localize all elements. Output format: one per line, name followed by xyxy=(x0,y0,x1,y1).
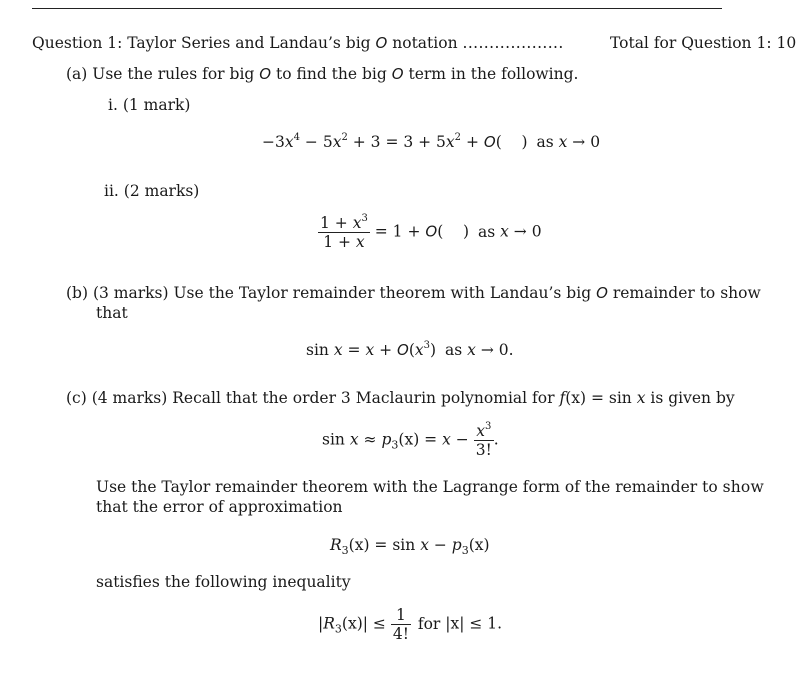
eq-term: + xyxy=(374,341,398,359)
eq-limit: → 0. xyxy=(480,341,514,359)
eq-period: . xyxy=(493,430,499,449)
eq-var: x xyxy=(352,214,362,232)
eq-var: x xyxy=(636,389,646,407)
answer-blank-parens: ( ) xyxy=(437,222,470,241)
eq-var: x xyxy=(500,222,509,241)
eq-term: = xyxy=(347,341,366,359)
eq-func: sin xyxy=(322,430,345,449)
big-o-symbol: O xyxy=(425,222,438,241)
part-b-text-end: remainder to show xyxy=(612,284,761,302)
part-c-paragraph-line2: that the error of approximation xyxy=(96,498,343,516)
fraction-numerator xyxy=(474,422,494,440)
part-c-text: (4 marks) Recall that the order 3 Maclaurin polynomial for xyxy=(91,389,555,407)
eq-as: as xyxy=(445,341,463,359)
eq-var: x xyxy=(445,133,455,151)
fraction-numerator xyxy=(318,214,370,232)
eq-exp: 3 xyxy=(484,421,492,432)
eq-func: sin xyxy=(306,341,329,359)
top-rule xyxy=(32,8,722,9)
eq-term: 1 + xyxy=(320,214,353,232)
eq-func: R xyxy=(330,536,342,554)
eq-func: p xyxy=(451,536,462,554)
big-o-symbol: O xyxy=(596,284,608,302)
eq-var: x xyxy=(349,430,359,449)
eq-func: f xyxy=(559,389,566,407)
equation-c-3 xyxy=(318,606,502,643)
eq-term: + xyxy=(461,133,484,151)
part-c-text-mid: (x) = sin xyxy=(565,389,632,407)
sub-i-label: i. xyxy=(108,96,118,114)
equation-a-ii xyxy=(318,214,542,251)
part-c-para-text: Use the Taylor remainder theorem with the Lagrange form of the remainder to xyxy=(96,478,718,496)
eq-exp: 2 xyxy=(454,132,462,143)
eq-var: x xyxy=(467,341,476,359)
big-o-symbol: O xyxy=(375,34,388,52)
eq-term: − xyxy=(450,430,469,449)
eq-approx: ≈ xyxy=(363,430,377,449)
eq-func: R xyxy=(323,614,335,633)
fraction xyxy=(318,214,370,251)
eq-limit: → 0 xyxy=(572,133,601,151)
fraction xyxy=(391,606,411,643)
dot-leader: ................... xyxy=(462,34,564,52)
eq-term: −3 xyxy=(262,133,285,151)
answer-blank-parens: ( ) xyxy=(495,133,528,151)
eq-as: as xyxy=(536,133,554,151)
fraction-numerator: 1 xyxy=(395,606,406,624)
eq-term: (x)| ≤ xyxy=(341,614,386,633)
eq-term: − xyxy=(428,536,452,554)
eq-term: − 5 xyxy=(299,133,333,151)
eq-exp: 2 xyxy=(341,132,348,143)
eq-as: as xyxy=(477,222,496,241)
eq-term: (x) = xyxy=(398,430,443,449)
eq-exp: 3 xyxy=(423,340,431,351)
eq-term: = 1 + xyxy=(374,222,426,241)
sub-ii-marks: (2 marks) xyxy=(123,182,200,200)
part-b-label: (b) xyxy=(66,284,89,302)
eq-term: 1 + xyxy=(323,233,356,251)
part-a-text-mid: to find the big xyxy=(276,65,387,83)
question-title xyxy=(32,34,564,52)
sub-ii-label: ii. xyxy=(104,182,119,200)
part-a-sub-ii xyxy=(104,182,199,200)
sub-i-marks: (1 mark) xyxy=(122,96,191,114)
eq-var: x xyxy=(355,233,365,251)
eq-term: (x) xyxy=(468,536,490,554)
eq-exp: 4 xyxy=(293,132,300,143)
eq-var: x xyxy=(332,133,342,151)
part-a-sub-i xyxy=(108,96,190,114)
fraction-denominator: 4! xyxy=(392,625,409,643)
eq-term: (x) = sin xyxy=(348,536,416,554)
equation-c-2 xyxy=(330,536,490,557)
eq-var: x xyxy=(365,341,375,359)
part-b-line2: that xyxy=(96,304,128,322)
eq-sub: 3 xyxy=(334,622,342,636)
question-total: Total for Question 1: 10 xyxy=(610,34,797,52)
equation-a-i xyxy=(262,133,600,151)
part-c-intro xyxy=(66,389,735,407)
part-c-para-bold: show xyxy=(722,478,764,496)
big-o-symbol: O xyxy=(397,341,409,359)
part-c-text-end: is given by xyxy=(650,389,735,407)
part-c-satisfies: satisfies the following inequality xyxy=(96,573,351,591)
equation-c-1 xyxy=(322,422,499,459)
part-a-label: (a) xyxy=(66,65,88,83)
eq-func: p xyxy=(381,430,392,449)
eq-var: x xyxy=(414,341,424,359)
eq-sub: 3 xyxy=(461,544,469,558)
fraction-denominator xyxy=(318,232,370,251)
eq-var: x xyxy=(333,341,343,359)
part-a-intro xyxy=(66,65,578,83)
part-c-paragraph xyxy=(96,478,764,496)
eq-condition: |x| ≤ 1. xyxy=(445,614,503,633)
eq-exp: 3 xyxy=(361,213,368,224)
eq-var: x xyxy=(476,422,485,440)
part-a-text-end: term in the following. xyxy=(408,65,579,83)
eq-term: + 3 = 3 + 5 xyxy=(347,133,446,151)
eq-var: x xyxy=(284,133,294,151)
eq-for: for xyxy=(417,614,441,633)
eq-var: x xyxy=(558,133,568,151)
part-a-text: Use the rules for big xyxy=(92,65,255,83)
eq-var: x xyxy=(442,430,451,449)
big-o-symbol: O xyxy=(391,65,404,83)
question-title-text: Question 1: Taylor Series and Landau’s big xyxy=(32,34,371,52)
eq-bar: | xyxy=(318,614,324,633)
eq-var: x xyxy=(420,536,429,554)
part-c-label: (c) xyxy=(66,389,87,407)
eq-sub: 3 xyxy=(341,544,349,558)
big-o-symbol: O xyxy=(259,65,272,83)
big-o-symbol: O xyxy=(483,133,496,151)
eq-limit: → 0 xyxy=(513,222,542,241)
part-b-intro xyxy=(66,284,761,302)
fraction-denominator: 3! xyxy=(475,441,492,459)
question-title-after: notation xyxy=(392,34,458,52)
fraction xyxy=(474,422,494,459)
part-b-text: (3 marks) Use the Taylor remainder theorem with Landau’s big xyxy=(92,284,592,302)
equation-b: $\sin x = x + O(x^3)$ as x → 0. xyxy=(306,340,514,359)
eq-sub: 3 xyxy=(391,438,399,452)
